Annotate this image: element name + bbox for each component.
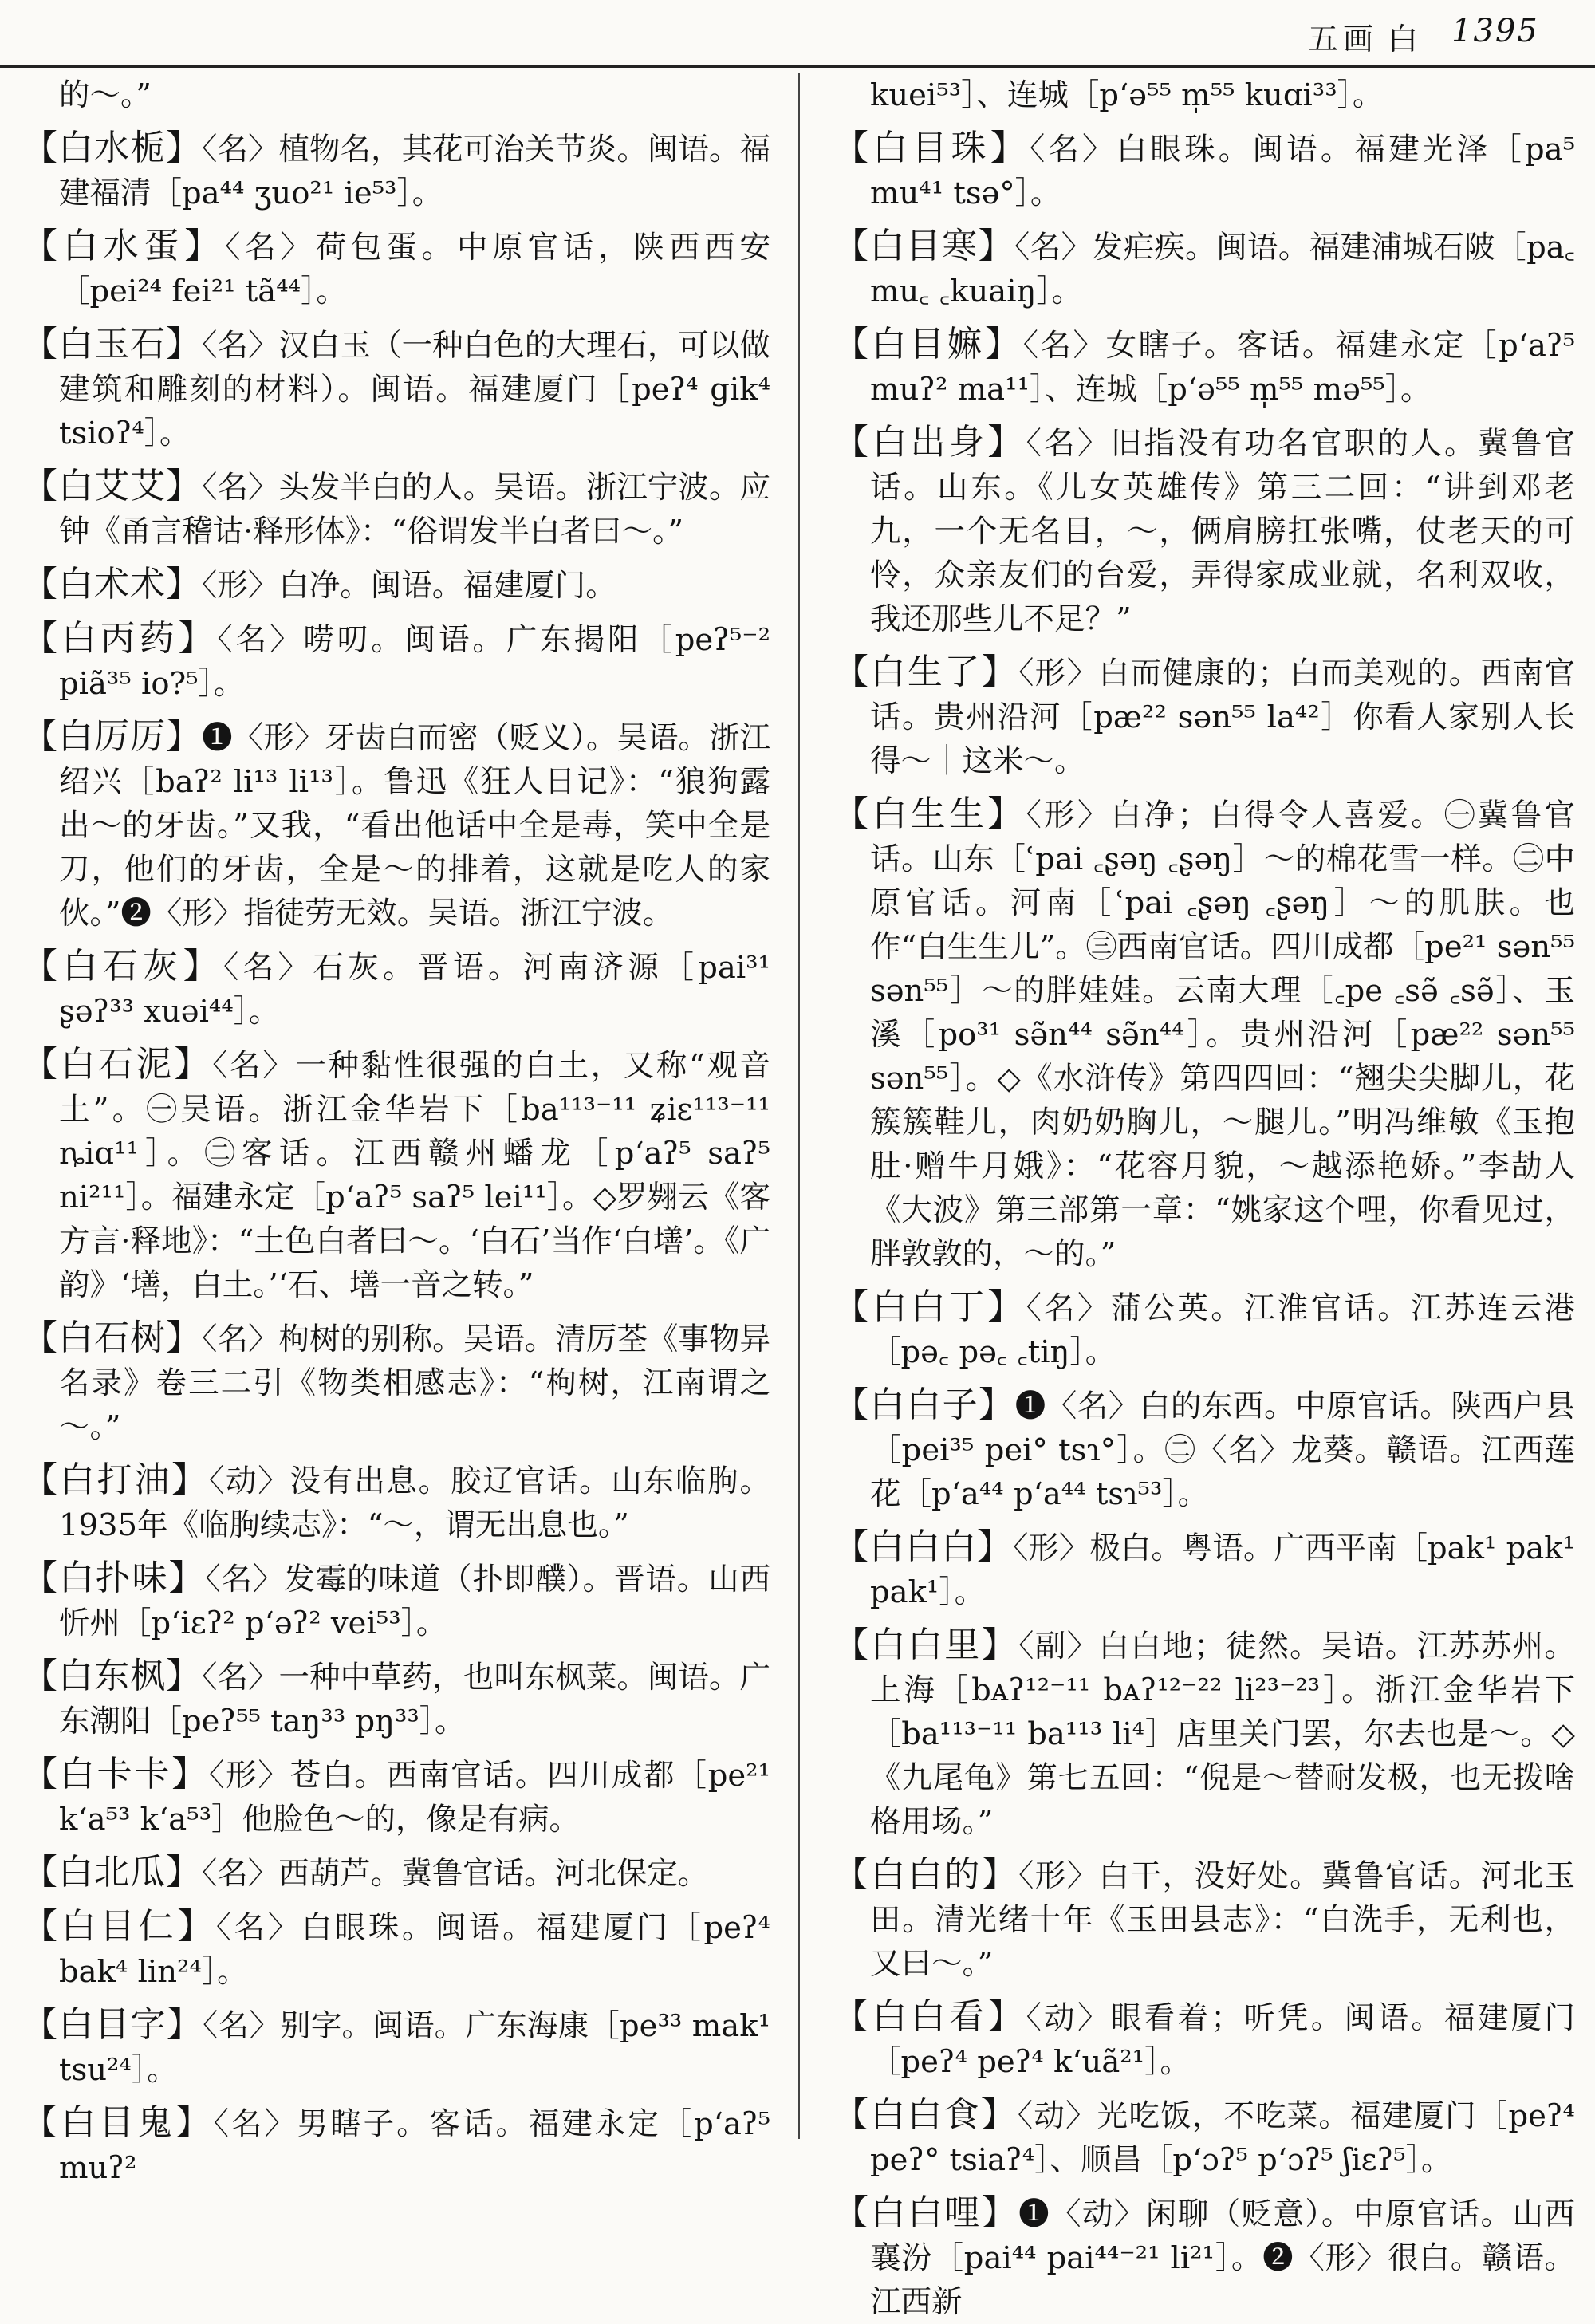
entry-headword: 【白水蛋】 xyxy=(22,226,226,266)
entry-definition: ❶〈动〉闲聊（贬意）。中原官话。山西襄汾［pai⁴⁴ pai⁴⁴⁻²¹ li²¹］。❷〈形〉很白。赣语。江西新 xyxy=(870,2196,1575,2320)
dictionary-entry xyxy=(22,1904,770,1994)
dictionary-entry xyxy=(833,322,1575,412)
entry-definition: 〈形〉白净。闽语。福建厦门。 xyxy=(202,568,616,604)
dictionary-entry xyxy=(833,420,1575,641)
dictionary-entry xyxy=(22,1316,770,1449)
entry-definition: 〈动〉眼看着；听凭。闽语。福建厦门［peʔ⁴ peʔ⁴ k‘uã²¹］。 xyxy=(870,2000,1575,2080)
entry-headword: 【白水栀】 xyxy=(22,128,203,168)
dictionary-entry xyxy=(833,792,1575,1276)
dictionary-entry xyxy=(22,126,770,215)
entry-headword: 【白石泥】 xyxy=(22,1044,213,1085)
entry-definition: 〈名〉西葫芦。冀鲁官话。河北保定。 xyxy=(202,1856,709,1892)
entry-definition: 〈形〉白干，没好处。冀鲁官话。河北玉田。清光绪十年《玉田县志》：“白洗手，无利也，又曰～。” xyxy=(870,1858,1575,1982)
dictionary-entry xyxy=(833,1525,1575,1614)
dictionary-entry xyxy=(22,562,770,608)
entry-headword: 【白北瓜】 xyxy=(22,1852,202,1893)
entry-headword: 【白目仁】 xyxy=(22,1906,216,1947)
entry-headword: 【白卡卡】 xyxy=(22,1754,210,1794)
entry-headword: 【白白丁】 xyxy=(833,1286,1026,1327)
entry-headword: 【白玉石】 xyxy=(22,324,203,364)
entry-headword: 【白白哩】 xyxy=(833,2192,1019,2233)
page-number: 1395 xyxy=(1451,13,1539,49)
dictionary-entry xyxy=(22,322,770,455)
dictionary-entry xyxy=(833,73,1575,117)
dictionary-entry xyxy=(833,224,1575,313)
entry-headword: 【白目寒】 xyxy=(833,226,1015,266)
dictionary-entry xyxy=(22,1752,770,1841)
entry-definition: kuei⁵³］、连城［p‘ə⁵⁵ m̩⁵⁵ kuɑi³³］。 xyxy=(870,77,1384,113)
entry-headword: 【白艾艾】 xyxy=(22,466,203,506)
entry-headword: 【白出身】 xyxy=(833,422,1026,463)
entry-definition: 〈名〉女瞎子。客话。福建永定［p‘aʔ⁵ muʔ² ma¹¹］、连城［p‘ə⁵⁵ m̩⁵⁵ mə⁵⁵］。 xyxy=(870,328,1576,408)
entry-definition: 〈名〉头发半白的人。吴语。浙江宁波。应钟《甬言稽诂·释形体》：“俗谓发半白者曰～。” xyxy=(59,470,770,549)
entry-headword: 【白东枫】 xyxy=(22,1656,203,1696)
entry-definition: 〈名〉发疟疾。闽语。福建浦城石陂［pa꜀ mu꜀ ꜀kuaiŋ］。 xyxy=(870,230,1576,309)
dictionary-entry xyxy=(22,1654,770,1743)
page-header xyxy=(0,0,1595,68)
entry-definition: 〈形〉白净；白得令人喜爱。㊀冀鲁官话。山东［ʿpai ꜀ʂəŋ ꜀ʂəŋ］～的棉花雪一样。㊁中原官话。河南［ʿpai ꜀ʂəŋ ꜀ʂəŋ］～的肌肤。也作“白生生儿”。㊂西南官话。四川成都［pe²¹ sən⁵⁵ sən⁵⁵］～的胖娃娃。云南大理［꜀pe ꜀sə̃ ꜀sə̃］、玉溪［po³¹ sə̃n⁴⁴ sə̃n⁴⁴］。贵州沿河［pæ²² sən⁵⁵ sən⁵⁵］。◇《水浒传》第四四回：“翘尖尖脚儿，花簇簇鞋儿，肉奶奶胸儿，～腿儿。”明冯维敏《玉抱肚·赠牛月娥》：“花容月貌，～越添艳娇。”李劼人《大波》第三部第一章：“姚家这个哩，你看见过，胖敦敦的，～的。” xyxy=(870,798,1575,1272)
dictionary-entry xyxy=(22,73,770,117)
entry-headword: 【白厉厉】 xyxy=(22,716,203,757)
entry-definition: 〈名〉荷包蛋。中原官话，陕西西安［pei²⁴ fei²¹ tã⁴⁴］。 xyxy=(59,230,770,309)
entry-headword: 【白目字】 xyxy=(22,2004,203,2045)
entry-headword: 【白生了】 xyxy=(833,652,1019,692)
entry-definition: 〈名〉枸树的别称。吴语。清厉荃《事物异名录》卷三二引《物类相感志》：“枸树，江南谓之～。” xyxy=(59,1322,770,1445)
entry-headword: 【白目嫲】 xyxy=(833,324,1023,364)
entry-definition: 〈形〉极白。粤语。广西平南［pak¹ pak¹ pak¹］。 xyxy=(870,1530,1576,1610)
entry-definition: 〈名〉汉白玉（一种白色的大理石，可以做建筑和雕刻的材料）。闽语。福建厦门［peʔ⁴ gik⁴ tsioʔ⁴］。 xyxy=(59,328,770,451)
entry-definition: ❶〈名〉白的东西。中原官话。陕西户县［pei³⁵ pei° tsɿ°］。㊁〈名〉龙葵。赣语。江西莲花［p‘a⁴⁴ p‘a⁴⁴ tsɿ⁵³］。 xyxy=(870,1388,1575,1512)
dictionary-entry xyxy=(22,2101,770,2190)
entry-headword: 【白生生】 xyxy=(833,794,1026,834)
entry-definition: 〈名〉植物名，其花可治关节炎。闽语。福建福清［pa⁴⁴ ʒuo²¹ ie⁵³］。 xyxy=(59,132,770,211)
dictionary-entry xyxy=(22,464,770,553)
entry-definition: 的～。” xyxy=(59,77,152,113)
entry-definition: 〈形〉白而健康的；白而美观的。西南官话。贵州沿河［pæ²² sən⁵⁵ la⁴²］你看人家别人长得～｜这米～。 xyxy=(870,656,1575,779)
dictionary-entry xyxy=(833,126,1575,215)
right-column xyxy=(833,73,1576,2320)
entry-headword: 【白术术】 xyxy=(22,564,202,605)
entry-definition: 〈名〉旧指没有功名官职的人。冀鲁官话。山东。《儿女英雄传》第三二回：“讲到邓老九，一个无名目，～，俩肩膀扛张嘴，仗老天的可怜，众亲友们的台爱，弄得家成业就，名利双收，我还那些儿不足？” xyxy=(870,426,1575,637)
entry-headword: 【白目珠】 xyxy=(833,128,1030,168)
entry-definition: 〈名〉石灰。晋语。河南济源［pai³¹ ʂəʔ³³ xuəi⁴⁴］。 xyxy=(59,950,771,1030)
dictionary-entry xyxy=(22,944,770,1034)
entry-definition: ❶〈形〉牙齿白而密（贬义）。吴语。浙江绍兴［baʔ² li¹³ li¹³］。鲁迅《狂人日记》：“狼狗露出～的牙齿。”又我，“看出他话中全是毒，笑中全是刀，他们的牙齿，全是～的排着，这就是吃人的家伙。”❷〈形〉指徒劳无效。吴语。浙江宁波。 xyxy=(59,720,770,932)
entry-definition: 〈名〉白眼珠。闽语。福建厦门［peʔ⁴ bak⁴ lin²⁴］。 xyxy=(59,1910,770,1990)
entry-headword: 【白石灰】 xyxy=(22,946,223,987)
entry-headword: 【白扑味】 xyxy=(22,1558,206,1598)
header-head-character: 白 xyxy=(1388,22,1419,57)
entry-definition: 〈名〉一种黏性很强的白土，又称“观音土”。㊀吴语。浙江金华岩下［ba¹¹³⁻¹¹ ʑiɛ¹¹³⁻¹¹ ȵiɑ¹¹］。㊁客话。江西赣州蟠龙［p‘aʔ⁵ saʔ⁵ ni²¹¹］。福建永定［p‘aʔ⁵ saʔ⁵ lei¹¹］。◇罗翙云《客方言·释地》：“土色白者曰～。‘白石’当作‘白墡’。《广韵》‘墡，白土。’‘石、墡一音之转。” xyxy=(59,1048,771,1303)
dictionary-entry xyxy=(22,715,770,936)
entry-headword: 【白石树】 xyxy=(22,1318,203,1358)
left-column xyxy=(22,73,771,2186)
entry-headword: 【白目鬼】 xyxy=(22,2102,214,2143)
entry-definition: 〈名〉发霉的味道（扑即醭）。晋语。山西忻州［p‘iɛʔ² p‘əʔ² vei⁵³］。 xyxy=(59,1562,771,1641)
entry-definition: 〈名〉唠叨。闽语。广东揭阳［peʔ⁵⁻² piã³⁵ io?⁵］。 xyxy=(59,622,771,702)
entry-definition: 〈名〉一种中草药，也叫东枫菜。闽语。广东潮阳［peʔ⁵⁵ taŋ³³ pŋ³³］。 xyxy=(59,1660,770,1739)
dictionary-entry xyxy=(833,2093,1575,2182)
dictionary-entry xyxy=(833,2191,1575,2324)
entry-definition: 〈名〉男瞎子。客话。福建永定［p‘aʔ⁵ muʔ² xyxy=(59,2106,771,2186)
dictionary-entry xyxy=(833,1853,1575,1986)
dictionary-entry xyxy=(833,1623,1575,1844)
dictionary-entry xyxy=(22,616,770,706)
dictionary-entry xyxy=(833,650,1575,783)
entry-headword: 【白白食】 xyxy=(833,2094,1018,2135)
entry-headword: 【白白看】 xyxy=(833,1996,1026,2037)
column-divider xyxy=(798,73,800,2139)
entry-headword: 【白白白】 xyxy=(833,1526,1014,1567)
dictionary-entry xyxy=(22,1458,770,1547)
dictionary-entry xyxy=(833,1383,1575,1516)
entry-definition: 〈形〉苍白。西南官话。四川成都［pe²¹ k‘a⁵³ k‘a⁵³］他脸色～的，像是有病。 xyxy=(59,1758,771,1838)
entry-definition: 〈名〉白眼珠。闽语。福建光泽［pa⁵ mu⁴¹ tsə°］。 xyxy=(870,132,1575,211)
entry-headword: 【白丙药】 xyxy=(22,618,218,659)
entry-headword: 【白白里】 xyxy=(833,1625,1019,1665)
dictionary-entry xyxy=(22,1850,770,1896)
header-section-label: 五画 xyxy=(1308,22,1379,57)
dictionary-entry xyxy=(22,1042,770,1307)
dictionary-entry xyxy=(22,224,770,313)
entry-definition: 〈名〉别字。闽语。广东海康［pe³³ mak¹ tsu²⁴］。 xyxy=(59,2008,770,2088)
entry-headword: 【白白子】 xyxy=(833,1385,1015,1425)
entry-headword: 【白打油】 xyxy=(22,1459,209,1500)
dictionary-entry xyxy=(833,1995,1575,2084)
entry-definition: 〈动〉没有出息。胶辽官话。山东临朐。1935年《临朐续志》：“～，谓无出息也。” xyxy=(59,1463,770,1543)
dictionary-entry xyxy=(22,2003,770,2092)
entry-definition: 〈动〉光吃饭，不吃菜。福建厦门［peʔ⁴ peʔ° tsiaʔ⁴］、顺昌［p‘ɔʔ⁵ p‘ɔʔ⁵ ʃiɛʔ⁵］。 xyxy=(870,2098,1575,2178)
dictionary-entry xyxy=(833,1285,1575,1374)
entry-definition: 〈名〉蒲公英。江淮官话。江苏连云港［pə꜀ pə꜀ ꜀tiŋ］。 xyxy=(870,1290,1575,1370)
entry-definition: 〈副〉白白地；徒然。吴语。江苏苏州。上海［bᴀʔ¹²⁻¹¹ bᴀʔ¹²⁻²² li²³⁻²³］。浙江金华岩下［ba¹¹³⁻¹¹ ba¹¹³ li⁴］店里关门罢，尔去也是～。◇《九尾龟》第七五回：“倪是～替耐发极，也无拨啥格用场。” xyxy=(870,1629,1575,1840)
entry-headword: 【白白的】 xyxy=(833,1854,1019,1895)
dictionary-entry xyxy=(22,1556,770,1645)
